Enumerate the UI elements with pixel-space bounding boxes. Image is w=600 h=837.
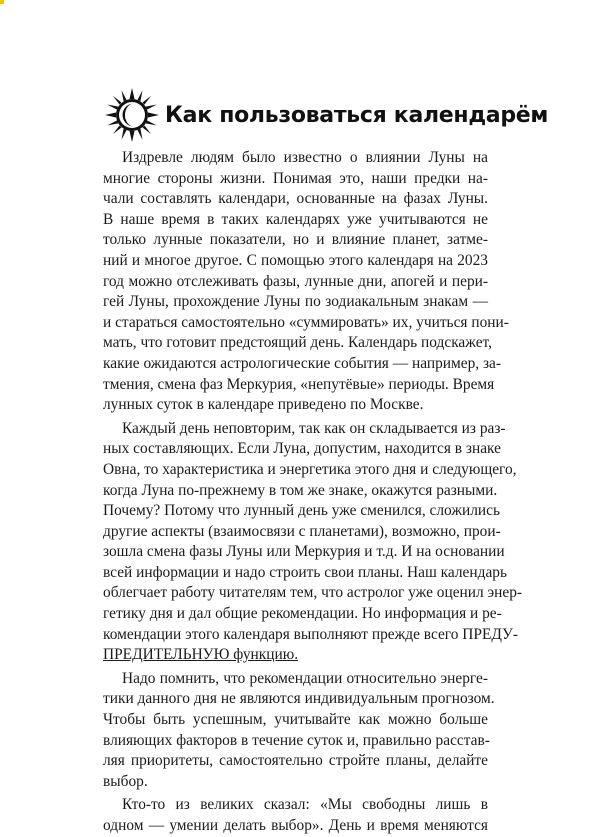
text-line: влияющих факторов в течение суток и, правильно расстав- [103,731,490,749]
text-line: всей информации и надо строить свои планы. Наш календарь [103,563,507,581]
text-line: когда Луна по-прежнему в том же знаке, окажутся разными. [103,481,498,499]
text-line: ний и многое другое. С помощью этого календаря на 2023 [103,251,488,269]
text-line: Издревле людям было известно о влиянии Луны на [122,149,488,166]
text-line: комендации этого календаря выполняют прежде всего ПРЕДУ- [103,625,519,643]
text-line: гетику дня и дал общие рекомендации. Но информация и ре- [103,605,502,623]
paragraph-2 [103,419,523,666]
corner-mark [0,0,4,4]
text-line: гей Луны, прохождение Луны по зодиакальным знакам — [103,293,488,311]
text-line: зошла смена фазы Луны или Меркурия и т.д. И на основании [103,543,505,561]
text-line: тики данного дня не являются индивидуальным прогнозом. [103,690,495,708]
text-line: облегчает работу читателям тем, что астролог уже оценил энер- [103,584,523,602]
paragraph-1 [103,148,509,416]
article-body [103,148,523,837]
paragraph-3 [103,669,495,793]
text-line: и стараться самостоятельно «суммировать» их, учиться пони- [103,313,509,331]
text-line: многие стороны жизни. Понимая это, наши предки на- [103,169,488,187]
text-line: Кто-то из великих сказал: «Мы свободны лишь в [122,796,488,814]
text-line: ПРЕДИТЕЛЬНУЮ функцию. [103,646,299,664]
text-line: другие аспекты (взаимосвязи с планетами), возможно, прои- [103,522,501,540]
text-line: год можно отслеживать фазы, лунные дни, апогей и пери- [103,272,488,290]
paragraph-4 [103,795,488,836]
text-line: ляя приоритеты, самостоятельно стройте планы, делайте [103,752,488,770]
text-line: ных составляющих. Если Луна, допустим, находится в знаке [103,440,501,458]
text-line: какие ожидаются астрологические события — например, за- [103,354,501,372]
text-line: тмения, смена фаз Меркурия, «непутёвые» периоды. Время [103,375,495,393]
text-line: лунных суток в календаре приведено по Москве. [103,396,424,414]
page-title: Как пользоваться календарём [165,102,549,128]
text-line: выбор. [103,772,148,790]
sun-moon-icon [104,87,160,143]
text-line: одном — умении делать выбор». День и время меняются [103,817,488,834]
text-line: Почему? Потому что лунный день уже сменился, сложились [103,502,500,520]
text-line: чали составлять календари, основанные на фазах Луны. [103,190,488,208]
text-line: Овна, то характеристика и энергетика этого дня и следующего, [103,460,517,478]
text-line: Каждый день неповторим, так как он складывается из раз- [122,419,506,437]
text-line: Надо помнить, что рекомендации относительно энерге- [122,669,488,687]
section-heading [104,83,548,147]
text-line: В наше время в таких календарях уже учитываются не [103,210,488,228]
text-line: Чтобы быть успешным, учитывайте как можно больше [103,711,488,729]
text-line: только лунные показатели, но и влияние планет, затме- [103,231,488,249]
text-line: мать, что готовит предстоящий день. Календарь подскажет, [103,334,492,352]
